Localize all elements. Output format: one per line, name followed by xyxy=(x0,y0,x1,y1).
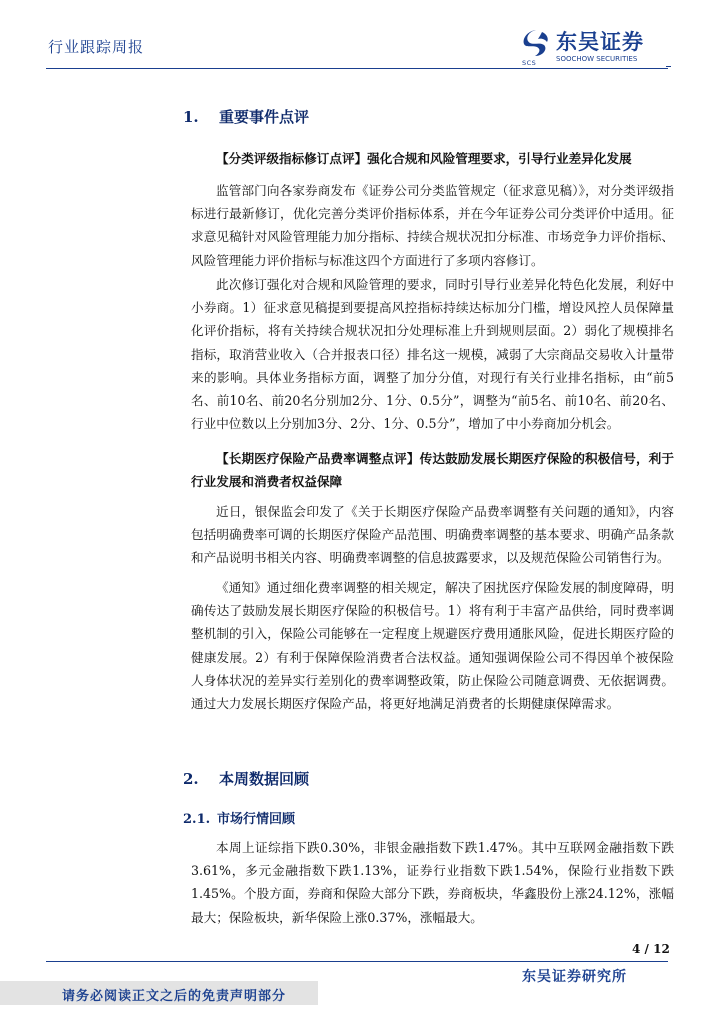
disclaimer-note: 请务必阅读正文之后的免责声明部分 xyxy=(62,989,287,1004)
header-divider-mark xyxy=(666,66,671,67)
section-2-number: 2. xyxy=(183,770,199,788)
event-1-heading: 【分类评级指标修订点评】强化合规和风险管理要求，引导行业差异化发展 xyxy=(216,151,632,166)
footer-divider xyxy=(46,961,668,962)
page-number: 4 / 12 xyxy=(632,942,670,956)
section-2-title: 本周数据回顾 xyxy=(219,770,310,788)
event-2-paragraph-1: 近日，银保监会印发了《关于长期医疗保险产品费率调整有关问题的通知》，内容包括明确费率可调的长期医疗保险产品范围、明确费率调整的基本要求、明确产品条款和产品说明书相关内容、明确费率调整的信息披露要求，以及规范保险公司销售行为。 xyxy=(191,504,674,566)
section-2-heading xyxy=(183,768,309,789)
event-2-heading: 【长期医疗保险产品费率调整点评】传达鼓励发展长期医疗保险的积极信号，利于行业发展和消费者权益保障 xyxy=(191,451,674,490)
logo-chinese-name: 东吴证券 xyxy=(556,30,644,54)
section-1-heading xyxy=(183,106,309,127)
section-1-title: 重要事件点评 xyxy=(219,108,310,126)
market-review-paragraph: 本周上证综指下跌0.30%，非银金融指数下跌1.47%。其中互联网金融指数下跌3.61%，多元金融指数下跌1.13%，证券行业指数下跌1.54%，保险行业指数下跌1.45%。个股方面，券商和保险大部分下跌，券商板块，华鑫股份上涨24.12%，涨幅最大；保险板块，新华保险上涨0.37%，涨幅最大。 xyxy=(191,840,674,925)
logo-abbreviation: SCS xyxy=(522,59,537,67)
section-1-number: 1. xyxy=(183,108,199,126)
header-section-label: 行业跟踪周报 xyxy=(48,38,145,56)
event-2-paragraph-2: 《通知》通过细化费率调整的相关规定，解决了困扰医疗保险发展的制度障碍，明确传达了鼓励发展长期医疗保险的积极信号。1）将有利于丰富产品供给，同时费率调整机制的引入，保险公司能够在一定程度上规避医疗费用通胀风险，促进长期医疗险的健康发展。2）有利于保障保险消费者合法权益。通知强调保险公司不得因单个被保险人身体状况的差异实行差别化的费率调整政策，防止保险公司随意调费、无依据调费。通过大力发展长期医疗保险产品，将更好地满足消费者的长期健康保障需求。 xyxy=(191,580,674,712)
soochow-logo-icon xyxy=(522,28,550,58)
event-1-paragraph-2: 此次修订强化对合规和风险管理的要求，同时引导行业差异化特色化发展，利好中小券商。1）征求意见稿提到要提高风控指标持续达标加分门槛，增设风控人员保障量化评价指标，将有关持续合规状况扣分处理标准上升到规则层面。2）弱化了规模排名指标，取消营业收入（合并报表口径）排名这一规模，减弱了大宗商品交易收入计量带来的影响。具体业务指标方面，调整了加分分值，对现行有关行业排名指标，由“前5名、前10名、前20名分别加2分、1分、0.5分”，调整为“前5名、前10名、前20名、行业中位数以上分别加3分、2分、1分、0.5分”，增加了中小券商加分机会。 xyxy=(191,277,674,432)
event-1-paragraph-1: 监管部门向各家券商发布《证券公司分类监管规定（征求意见稿）》，对分类评级指标进行最新修订，优化完善分类评价指标体系，并在今年证券公司分类评价中适用。征求意见稿针对风险管理能力加分指标、持续合规状况扣分标准、市场竞争力评价指标、风险管理能力评价指标与标准这四个方面进行了多项内容修订。 xyxy=(191,183,674,268)
footer-organization: 东吴证券研究所 xyxy=(522,969,627,985)
subsection-2-1-title: 市场行情回顾 xyxy=(217,812,296,827)
header-divider xyxy=(46,68,668,69)
subsection-2-1-number: 2.1. xyxy=(183,812,211,827)
subsection-2-1-heading xyxy=(183,808,295,827)
company-logo xyxy=(522,28,670,68)
disclaimer-bar xyxy=(0,981,318,1005)
logo-english-name: SOOCHOW SECURITIES xyxy=(556,55,638,63)
